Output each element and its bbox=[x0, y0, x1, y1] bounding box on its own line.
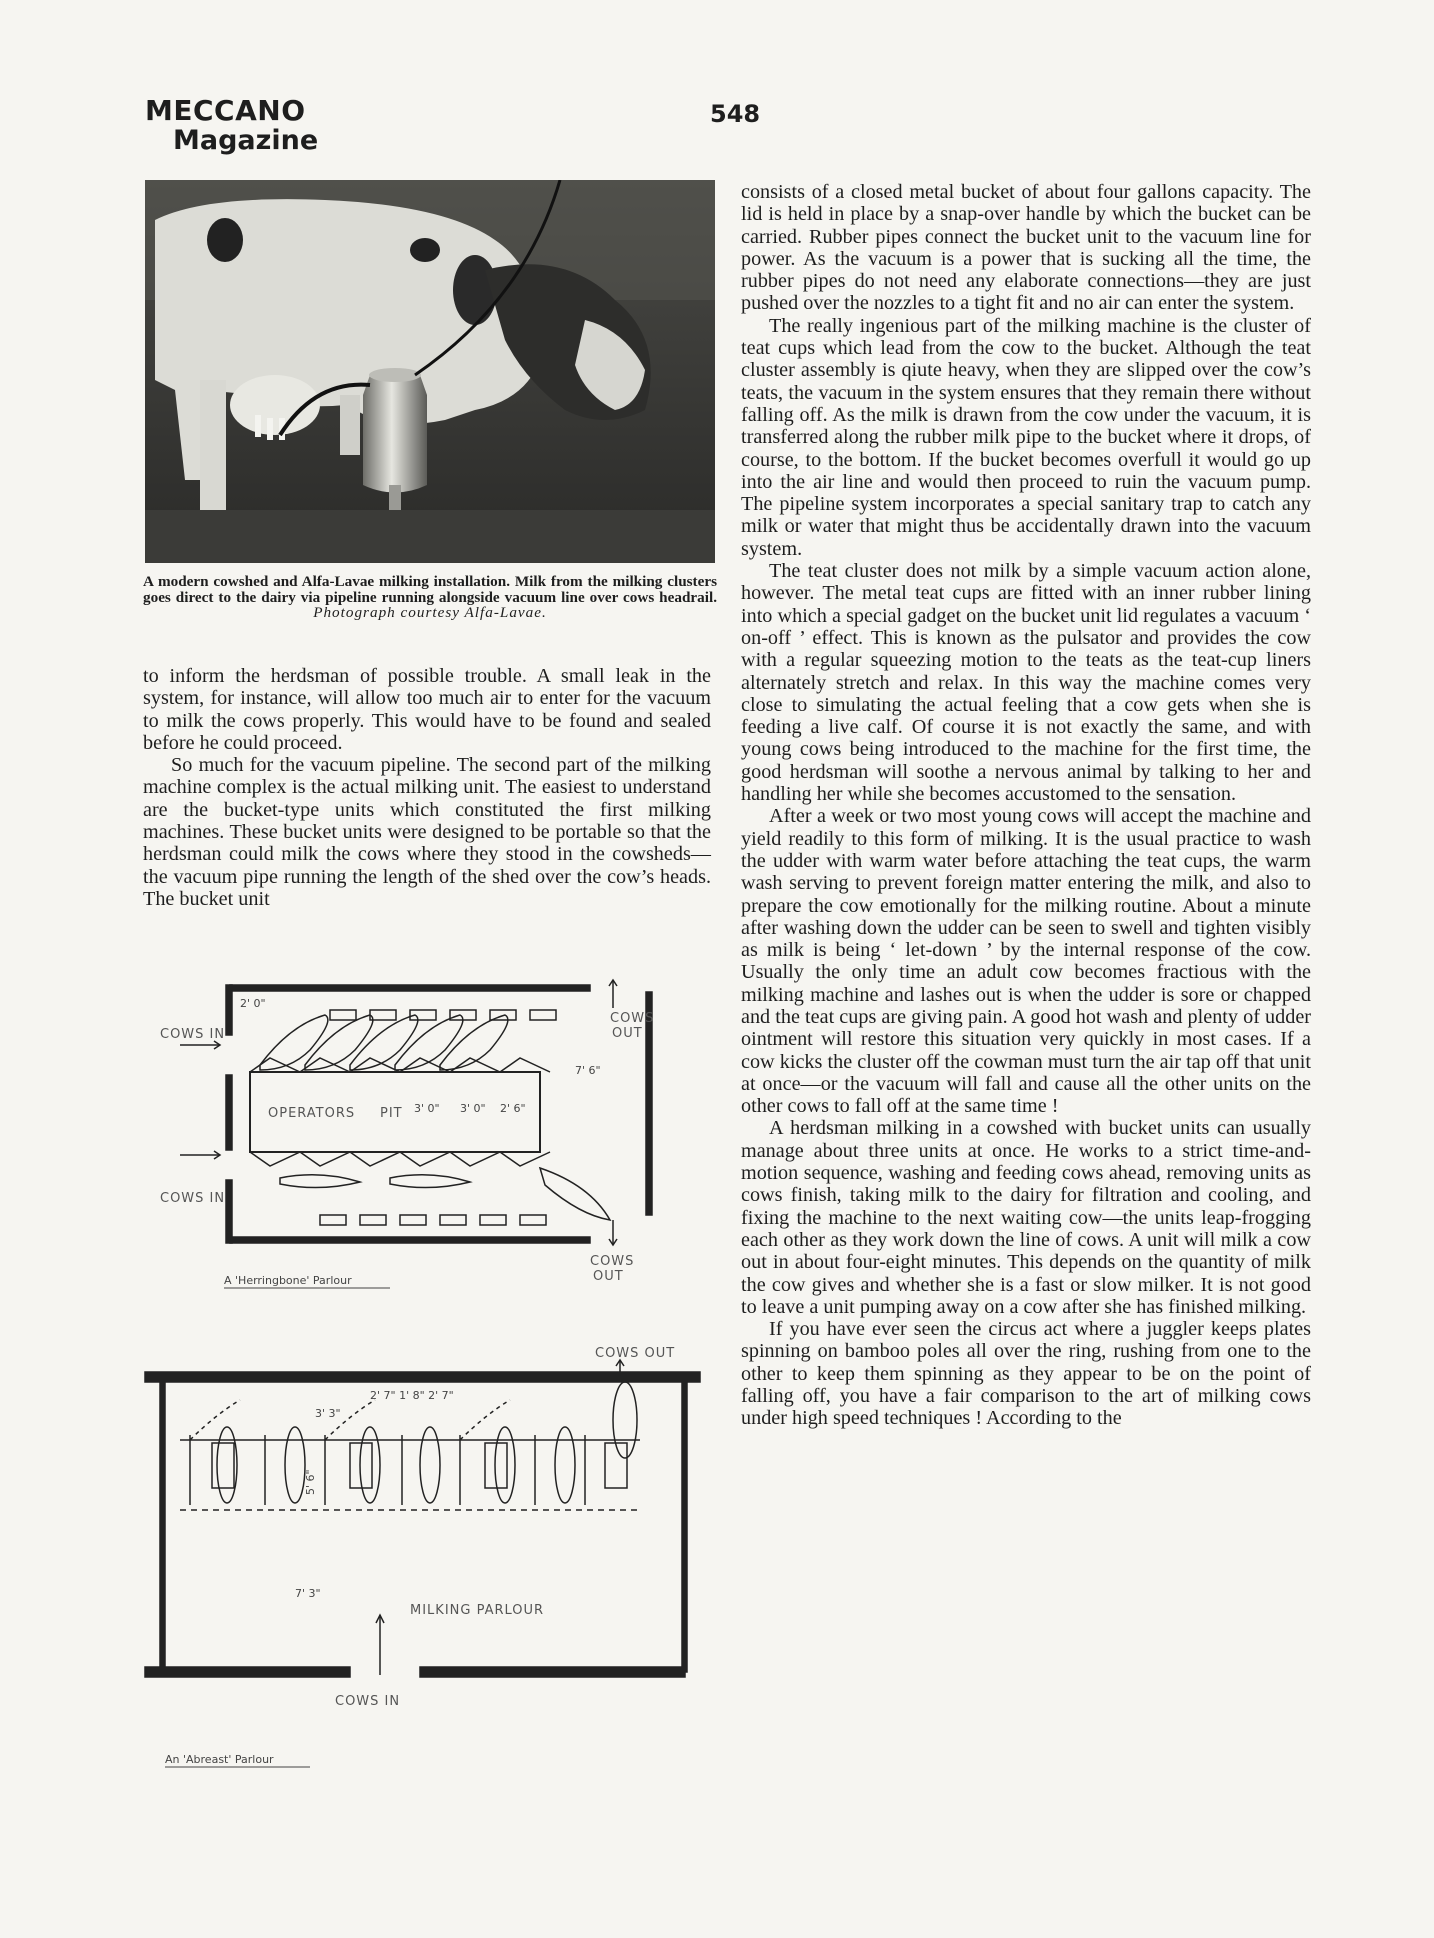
label-dim-3-0-b: 3' 0" bbox=[460, 1102, 486, 1115]
cowshed-photograph bbox=[145, 180, 715, 563]
label-dim-2-6: 2' 6" bbox=[500, 1102, 526, 1115]
herringbone-title: A 'Herringbone' Parlour bbox=[224, 1274, 352, 1287]
label-dims-top: 2' 7" 1' 8" 2' 7" bbox=[370, 1389, 454, 1402]
label-cows-in-top: COWS IN bbox=[160, 1027, 226, 1042]
label-cows-out-top-1: COWS bbox=[610, 1011, 655, 1026]
label-dim-2-0: 2' 0" bbox=[240, 997, 266, 1010]
masthead-meccano: MECCANO bbox=[145, 94, 306, 127]
photo-caption bbox=[143, 574, 717, 621]
paragraph: If you have ever seen the circus act where a juggler keeps plates spinning on bamboo poles all over the ring, rushing from one to the other to keep them spinning as they appear to be on the point of falling off, you have a fair comparison to the art of milking cows under high speed techniques ! According to the bbox=[741, 1318, 1311, 1430]
label-cows-in: COWS IN bbox=[335, 1694, 401, 1709]
caption-credit: Photograph courtesy Alfa-Lavae. bbox=[313, 604, 547, 621]
paragraph: to inform the herdsman of possible trouble. A small leak in the system, for instance, will allow too much air to enter for the vacuum to milk the cows properly. This would have to be found and sealed before he could proceed. bbox=[143, 665, 711, 754]
label-operators: OPERATORS bbox=[268, 1106, 356, 1121]
label-cows-out-bottom-2: OUT bbox=[593, 1269, 624, 1284]
label-cows-out-bottom-1: COWS bbox=[590, 1254, 635, 1269]
paragraph: So much for the vacuum pipeline. The second part of the milking machine complex is the actual milking unit. The easiest to understand are the bucket-type units which constituted the first milking machines. These bucket units were designed to be portable so that the herdsman could milk the cows where they stood in the cowsheds—the vacuum pipe running the length of the shed over the cow’s heads. The bucket unit bbox=[143, 754, 711, 910]
label-dim-3-3: 3' 3" bbox=[315, 1407, 341, 1420]
cow-milking-illustration bbox=[145, 180, 715, 563]
paragraph: After a week or two most young cows will accept the machine and yield readily to this form of milking. It is the usual practice to wash the udder with warm water before attaching the teat cups, the warm wash serving to prevent foreign matter entering the milk, and also to prepare the cow emotionally for the milking routine. About a minute after washing down the udder can be seen to swell and tighten visibly as milk is being ‘ let-down ’ by the internal response of the cow. Usually the only time an adult cow becomes fractious with the milking machine and lashes out is when the udder is sore or chapped and the teat cups are giving pain. A good hot wash and plenty of udder ointment will restore this situation very quickly in most cases. If a cow kicks the cluster off the cowman must turn the air tap off that unit at once—or the vacuum will fall and cause all the other units on the other cows to fall off at the same time ! bbox=[741, 805, 1311, 1118]
masthead-magazine: Magazine bbox=[173, 125, 319, 156]
caption-text: A modern cowshed and Alfa-Lavae milking installation. Milk from the milking clusters goes direct to the dairy via pipeline running alongside vacuum line over cows headrail. bbox=[143, 573, 717, 606]
label-cows-out-top-2: OUT bbox=[612, 1026, 643, 1041]
left-text-column bbox=[143, 665, 711, 910]
abreast-parlour-diagram bbox=[140, 1335, 715, 1775]
label-pit: PIT bbox=[380, 1106, 403, 1121]
herringbone-parlour-diagram bbox=[150, 970, 710, 1300]
page-number: 548 bbox=[710, 100, 761, 128]
label-dim-7-6: 7' 6" bbox=[575, 1064, 601, 1077]
paragraph: A herdsman milking in a cowshed with bucket units can usually manage about three units at once. He works to a strict time-and-motion sequence, washing and feeding cows ahead, removing units as cows finish, taking milk to the dairy for filtration and cooling, and fixing the machine to the next waiting cow—the units leap-frogging each other as they work down the line of cows. A unit will milk a cow out in about four-eight minutes. This depends on the quantity of milk the cow gives and whether she is a fast or slow milker. It is not good to leave a unit pumping away on a cow after she has finished milking. bbox=[741, 1117, 1311, 1318]
label-dim-3-0-a: 3' 0" bbox=[414, 1102, 440, 1115]
paragraph: The teat cluster does not milk by a simple vacuum action alone, however. The metal teat cups are fitted with an inner rubber lining into which a special gadget on the bucket unit lid regulates a vacuum ‘ on-off ’ effect. This is known as the pulsator and provides the cow with a regular squeezing motion to the teats as the teat-cup liners alternately stretch and relax. In this way the machine comes very close to simulating the actual feeling that a cow gets when she is feeding a live calf. Of course it is not exactly the same, and with young cows being introduced to the machine for the first time, the good herdsman will soothe a nervous animal by talking to her and handling her while she becomes accustomed to the sensation. bbox=[741, 560, 1311, 806]
label-dim-7-3: 7' 3" bbox=[295, 1587, 321, 1600]
abreast-title: An 'Abreast' Parlour bbox=[165, 1753, 274, 1766]
label-milking-parlour: MILKING PARLOUR bbox=[410, 1603, 545, 1618]
label-dim-5-6: 5' 6" bbox=[304, 1469, 317, 1495]
paragraph: consists of a closed metal bucket of about four gallons capacity. The lid is held in place by a snap-over handle by which the bucket can be carried. Rubber pipes connect the bucket unit to the vacuum line for power. As the vacuum is a power that is sucking all the time, the rubber pipes do not need any elaborate connections—they are just pushed over the nozzles to a tight fit and no air can enter the system. bbox=[741, 181, 1311, 315]
paragraph: The really ingenious part of the milking machine is the cluster of teat cups which lead from the cow to the bucket. Although the teat cluster assembly is qiute heavy, when they are slipped over the cow’s teats, the vacuum in the system ensures that they remain there without falling off. As the milk is drawn from the cow under the vacuum, it is transferred along the rubber milk pipe to the bucket where it drops, of course, to the bottom. If the bucket becomes overfull it would go up into the air line and would then proceed to ruin the vacuum pump. The pipeline system incorporates a special sanitary trap to catch any milk or water that might thus be accidentally drawn into the vacuum system. bbox=[741, 314, 1311, 560]
label-cows-out: COWS OUT bbox=[595, 1346, 676, 1361]
right-text-column bbox=[741, 181, 1311, 1430]
label-cows-in-bottom: COWS IN bbox=[160, 1191, 226, 1206]
